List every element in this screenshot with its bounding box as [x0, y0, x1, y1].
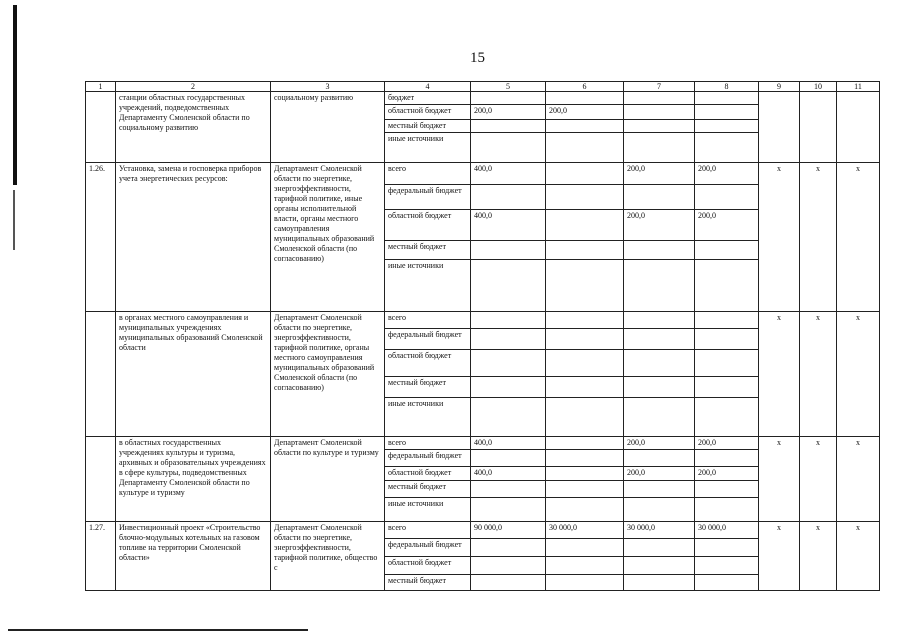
amount-cell [471, 241, 546, 260]
table-row [86, 92, 880, 105]
amount-cell [471, 498, 546, 522]
amount-cell [471, 185, 546, 210]
amount-cell [624, 481, 695, 498]
amount-cell: 400,0 [471, 437, 546, 450]
funding-source: местный бюджет [385, 241, 471, 260]
indicator-cell: x [759, 522, 800, 591]
amount-cell [546, 450, 624, 467]
amount-cell: 200,0 [546, 105, 624, 120]
column-header: 11 [837, 82, 880, 92]
amount-cell [546, 539, 624, 557]
funding-source: всего [385, 163, 471, 185]
amount-cell [471, 575, 546, 591]
amount-cell [624, 329, 695, 350]
indicator-cell: x [800, 522, 837, 591]
amount-cell [624, 105, 695, 120]
column-header: 4 [385, 82, 471, 92]
amount-cell [695, 350, 759, 377]
amount-cell [624, 539, 695, 557]
amount-cell [546, 498, 624, 522]
table-row [86, 163, 880, 185]
amount-cell [624, 92, 695, 105]
funding-source: областной бюджет [385, 350, 471, 377]
amount-cell: 200,0 [695, 163, 759, 185]
table-row [86, 522, 880, 539]
amount-cell: 200,0 [695, 467, 759, 481]
amount-cell [546, 377, 624, 398]
amount-cell [695, 575, 759, 591]
amount-cell [695, 260, 759, 312]
amount-cell [695, 329, 759, 350]
amount-cell: 200,0 [624, 163, 695, 185]
responsible-department: Департамент Смоленской области по энергетике, энергоэффективности, тарифной политике, иные органы исполнительной власти, органы местного самоуправления муниципальных образований Смоленской области (по согласованию) [271, 163, 385, 312]
amount-cell [695, 481, 759, 498]
column-header: 6 [546, 82, 624, 92]
amount-cell [546, 133, 624, 163]
responsible-department: социальному развитию [271, 92, 385, 163]
column-header: 2 [116, 82, 271, 92]
amount-cell [695, 120, 759, 133]
funding-source: областной бюджет [385, 467, 471, 481]
amount-cell [546, 437, 624, 450]
amount-cell [471, 539, 546, 557]
amount-cell [546, 312, 624, 329]
amount-cell [546, 120, 624, 133]
funding-source: всего [385, 312, 471, 329]
activity-description: станции областных государственных учреждений, подведомственных Департаменту Смоленской области по социальному развитию [116, 92, 271, 163]
responsible-department: Департамент Смоленской области по культуре и туризму [271, 437, 385, 522]
table-row [86, 437, 880, 450]
amount-cell: 400,0 [471, 210, 546, 241]
amount-cell [624, 312, 695, 329]
amount-cell [624, 241, 695, 260]
amount-cell [546, 260, 624, 312]
amount-cell [471, 120, 546, 133]
amount-cell [624, 260, 695, 312]
amount-cell [695, 92, 759, 105]
amount-cell [624, 133, 695, 163]
funding-source: местный бюджет [385, 575, 471, 591]
amount-cell: 200,0 [624, 437, 695, 450]
funding-source: иные источники [385, 498, 471, 522]
amount-cell: 200,0 [624, 467, 695, 481]
amount-cell [546, 185, 624, 210]
amount-cell [695, 105, 759, 120]
amount-cell: 200,0 [471, 105, 546, 120]
amount-cell [624, 498, 695, 522]
funding-source: иные источники [385, 133, 471, 163]
scan-edge-mark [13, 190, 15, 250]
activity-description: Инвестиционный проект «Строительство блочно-модульных котельных на газовом топливе на территории Смоленской области» [116, 522, 271, 591]
amount-cell [695, 398, 759, 437]
indicator-cell: x [759, 163, 800, 312]
funding-source: всего [385, 437, 471, 450]
funding-source: областной бюджет [385, 105, 471, 120]
indicator-cell: x [759, 437, 800, 522]
indicator-cell: x [800, 437, 837, 522]
amount-cell: 90 000,0 [471, 522, 546, 539]
amount-cell [471, 481, 546, 498]
funding-source: местный бюджет [385, 481, 471, 498]
amount-cell [624, 575, 695, 591]
amount-cell [546, 241, 624, 260]
amount-cell [471, 350, 546, 377]
amount-cell [695, 557, 759, 575]
amount-cell [695, 377, 759, 398]
item-number [86, 437, 116, 522]
amount-cell: 200,0 [695, 210, 759, 241]
amount-cell [546, 92, 624, 105]
amount-cell: 400,0 [471, 163, 546, 185]
scan-edge-mark [13, 5, 17, 185]
amount-cell [624, 557, 695, 575]
amount-cell [624, 377, 695, 398]
footer-rule [8, 629, 308, 631]
indicator-cell [800, 92, 837, 163]
funding-source: иные источники [385, 260, 471, 312]
amount-cell [624, 350, 695, 377]
indicator-cell [837, 92, 880, 163]
amount-cell [546, 467, 624, 481]
amount-cell [624, 120, 695, 133]
amount-cell [695, 133, 759, 163]
page-number: 15 [470, 50, 485, 66]
funding-source: федеральный бюджет [385, 329, 471, 350]
activity-description: в органах местного самоуправления и муниципальных учреждениях муниципальных образований Смоленской области [116, 312, 271, 437]
column-header-row [86, 82, 880, 92]
budget-table [85, 81, 880, 591]
amount-cell [624, 398, 695, 437]
column-header: 8 [695, 82, 759, 92]
funding-source: федеральный бюджет [385, 185, 471, 210]
amount-cell [471, 377, 546, 398]
activity-description: в областных государственных учреждениях культуры и туризма, архивных и образовательных учреждениях в сфере культуры, подведомственных Департаменту Смоленской области по культуре и туризму [116, 437, 271, 522]
amount-cell [471, 312, 546, 329]
column-header: 10 [800, 82, 837, 92]
funding-source: всего [385, 522, 471, 539]
amount-cell: 30 000,0 [546, 522, 624, 539]
amount-cell [471, 329, 546, 350]
amount-cell [471, 557, 546, 575]
funding-source: областной бюджет [385, 557, 471, 575]
item-number: 1.26. [86, 163, 116, 312]
amount-cell [546, 398, 624, 437]
amount-cell: 30 000,0 [624, 522, 695, 539]
amount-cell: 200,0 [624, 210, 695, 241]
amount-cell: 30 000,0 [695, 522, 759, 539]
indicator-cell: x [800, 163, 837, 312]
indicator-cell [759, 92, 800, 163]
column-header: 3 [271, 82, 385, 92]
indicator-cell: x [837, 522, 880, 591]
amount-cell: 200,0 [695, 437, 759, 450]
item-number [86, 312, 116, 437]
funding-source: бюджет [385, 92, 471, 105]
amount-cell [546, 481, 624, 498]
item-number [86, 92, 116, 163]
indicator-cell: x [800, 312, 837, 437]
funding-source: иные источники [385, 398, 471, 437]
item-number: 1.27. [86, 522, 116, 591]
funding-source: местный бюджет [385, 377, 471, 398]
indicator-cell: x [837, 312, 880, 437]
amount-cell [471, 398, 546, 437]
amount-cell [695, 241, 759, 260]
amount-cell [471, 260, 546, 312]
amount-cell [695, 312, 759, 329]
amount-cell [471, 450, 546, 467]
funding-source: областной бюджет [385, 210, 471, 241]
amount-cell [471, 133, 546, 163]
indicator-cell: x [837, 163, 880, 312]
amount-cell [695, 450, 759, 467]
amount-cell [695, 185, 759, 210]
amount-cell [546, 163, 624, 185]
amount-cell: 400,0 [471, 467, 546, 481]
activity-description: Установка, замена и госповерка приборов учета энергетических ресурсов: [116, 163, 271, 312]
column-header: 1 [86, 82, 116, 92]
responsible-department: Департамент Смоленской области по энергетике, энергоэффективности, тарифной политике, органы местного самоуправления муниципальных образований Смоленской области (по согласованию) [271, 312, 385, 437]
funding-source: федеральный бюджет [385, 450, 471, 467]
table-row [86, 312, 880, 329]
amount-cell [546, 350, 624, 377]
column-header: 5 [471, 82, 546, 92]
responsible-department: Департамент Смоленской области по энергетике, энергоэффективности, тарифной политике, общество с [271, 522, 385, 591]
amount-cell [695, 498, 759, 522]
indicator-cell: x [837, 437, 880, 522]
amount-cell [546, 329, 624, 350]
amount-cell [695, 539, 759, 557]
amount-cell [546, 557, 624, 575]
amount-cell [624, 185, 695, 210]
column-header: 7 [624, 82, 695, 92]
amount-cell [546, 575, 624, 591]
amount-cell [471, 92, 546, 105]
column-header: 9 [759, 82, 800, 92]
amount-cell [624, 450, 695, 467]
amount-cell [546, 210, 624, 241]
indicator-cell: x [759, 312, 800, 437]
funding-source: федеральный бюджет [385, 539, 471, 557]
funding-source: местный бюджет [385, 120, 471, 133]
